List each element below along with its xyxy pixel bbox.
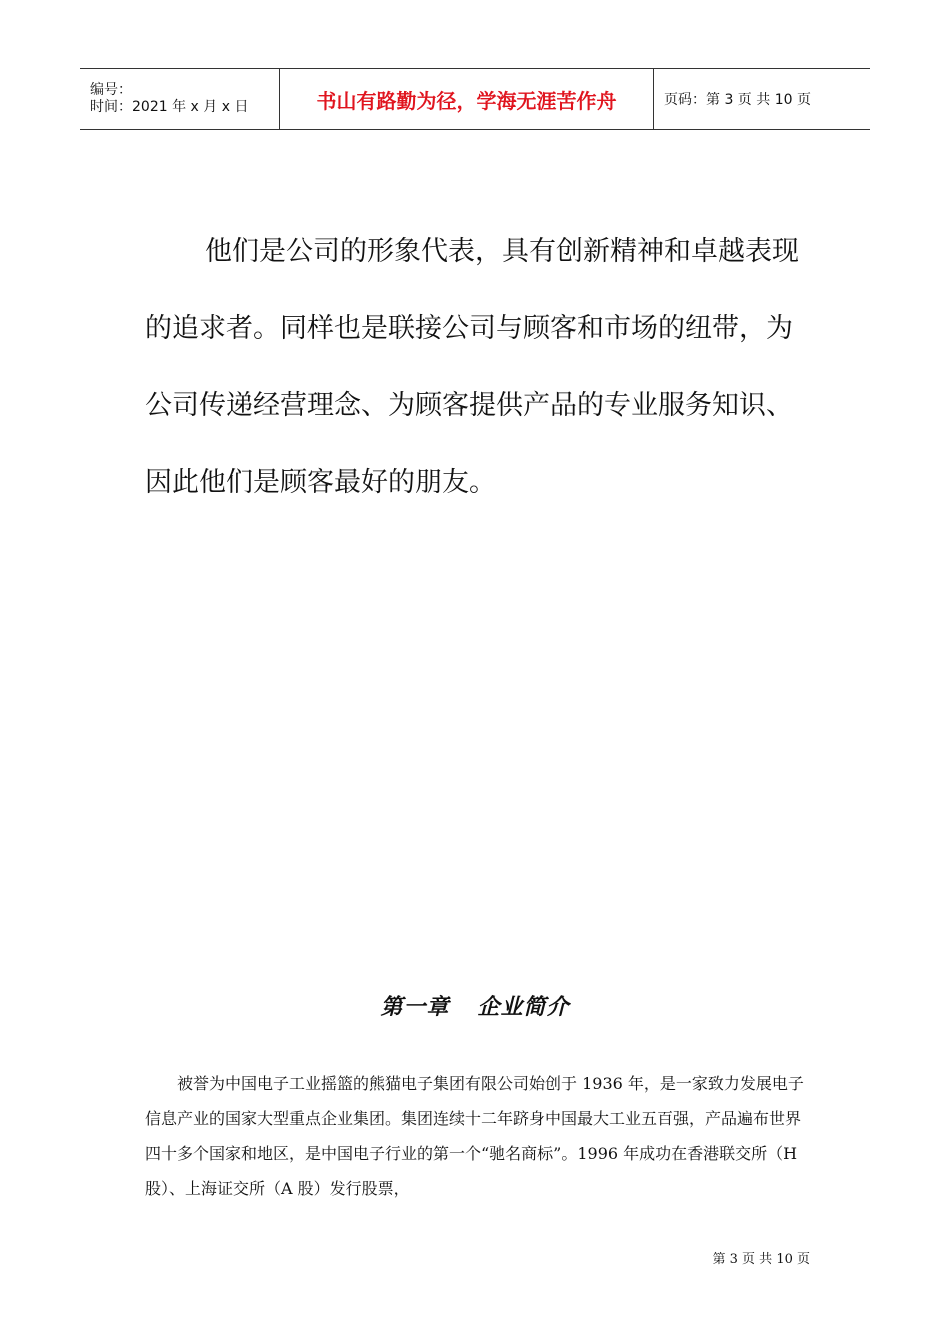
chapter-heading <box>0 990 950 1021</box>
chapter-number: 第一章 <box>380 995 450 1020</box>
body-text-block <box>145 213 810 521</box>
body-paragraph: 他们是公司的形象代表，具有创新精神和卓越表现的追求者。同样也是联接公司与顾客和市场的纽带，为公司传递经营理念、为顾客提供产品的专业服务知识、因此他们是顾客最好的朋友。 <box>145 236 799 498</box>
header-page-number: 页码：第 3 页 共 10 页 <box>664 92 811 108</box>
chapter-title: 企业简介 <box>477 995 570 1020</box>
header-motto: 书山有路勤为径，学海无涯苦作舟 <box>280 69 654 129</box>
intro-paragraph: 被誉为中国电子工业摇篮的熊猫电子集团有限公司始创于 1936 年，是一家致力发展电子信息产业的国家大型重点企业集团。集团连续十二年跻身中国最大工业五百强，产品遍布世界四十多个国家和地区，是中国电子行业的第一个“驰名商标”。1996 年成功在香港联交所（H 股）、上海证交所（A 股）发行股票， <box>145 1074 804 1198</box>
chapter-intro <box>145 1066 810 1206</box>
page-footer: 第 3 页 共 10 页 <box>712 1252 810 1267</box>
page-header <box>80 68 870 130</box>
header-meta <box>80 69 280 129</box>
document-date-label: 时间：2021 年 x 月 x 日 <box>90 99 249 115</box>
document-number-label: 编号： <box>90 82 132 98</box>
